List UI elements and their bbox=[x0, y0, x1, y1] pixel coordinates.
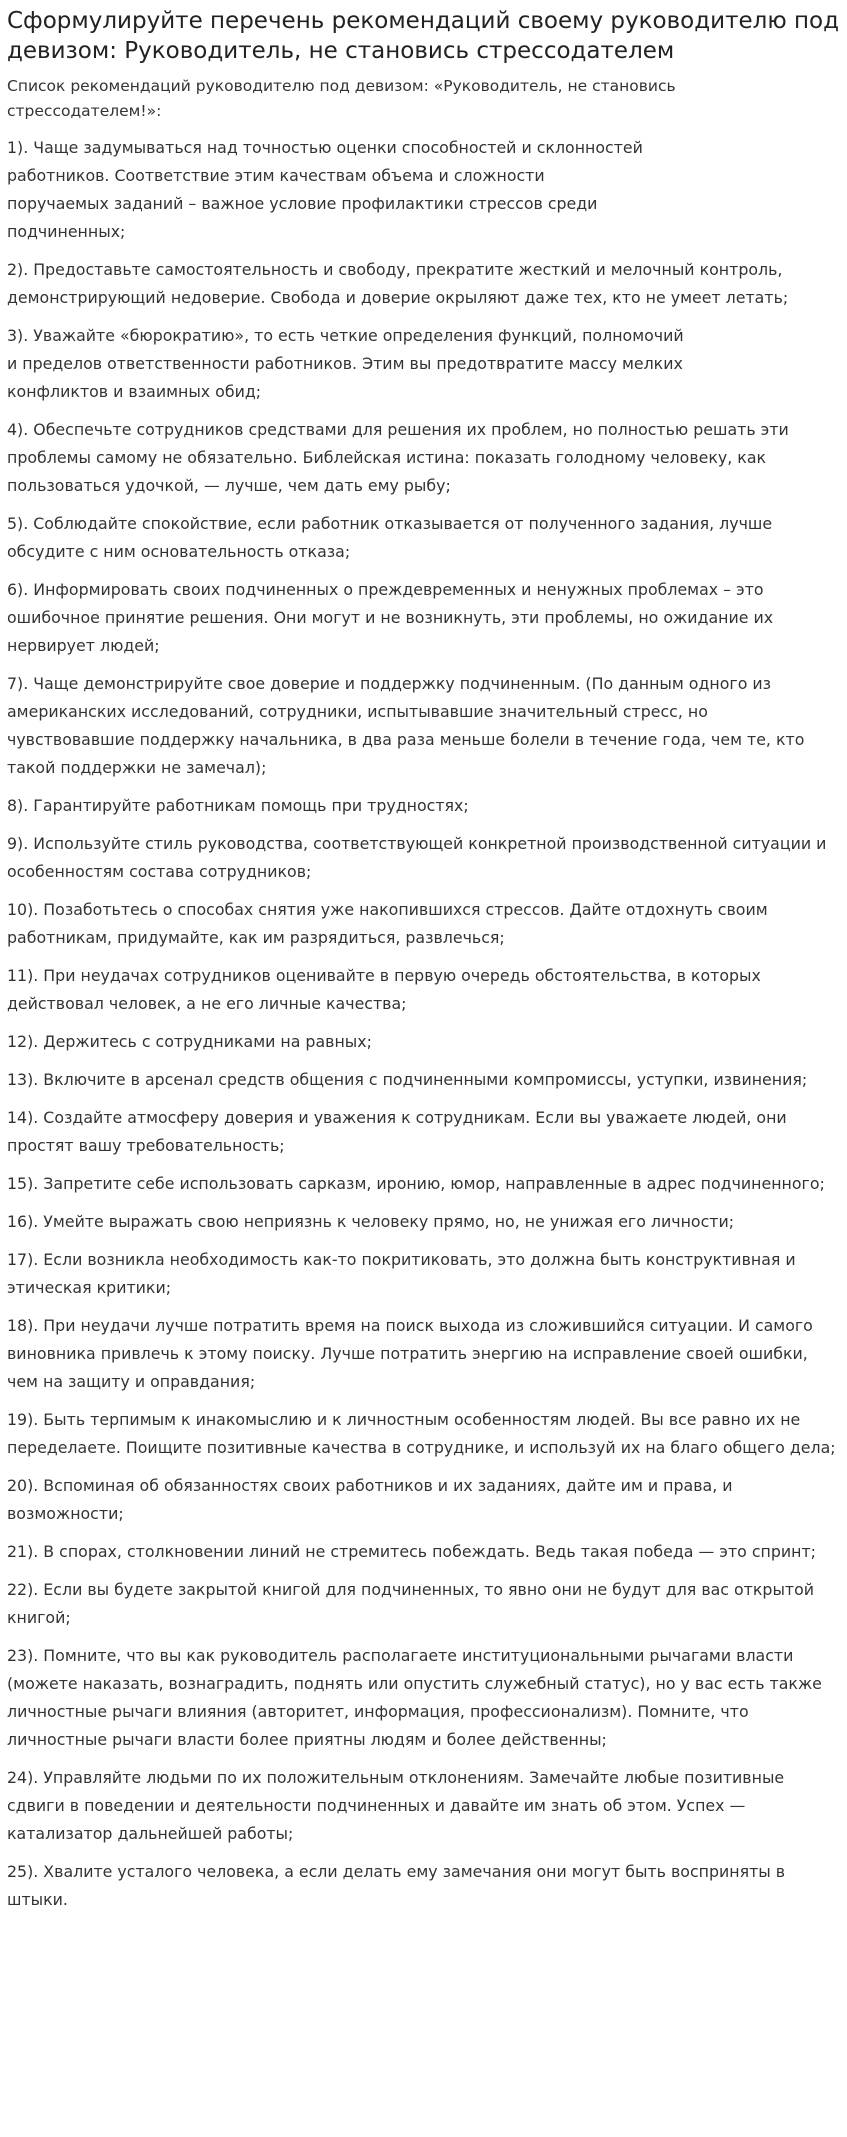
list-item: 7). Чаще демонстрируйте свое доверие и поддержку подчиненным. (По данным одного из американских исследований, сотрудники, испытывавшие значительный стресс, но чувствовавшие поддержку начальника, в два раза меньше болели в течение года, чем те, кто такой поддержки не замечал); bbox=[7, 674, 805, 777]
list-item: 8). Гарантируйте работникам помощь при трудностях; bbox=[7, 796, 469, 815]
list-item: 20). Вспоминая об обязанностях своих работников и их заданиях, дайте им и права, и возможности; bbox=[7, 1476, 733, 1523]
list-item: 3). Уважайте «бюрократию», то есть четкие определения функций, полномочий и пределов ответственности работников. Этим вы предотвратите массу мелких конфликтов и взаимных обид; bbox=[7, 326, 684, 401]
list-item: 19). Быть терпимым к инакомыслию и к личностным особенностям людей. Вы все равно их не переделаете. Поищите позитивные качества в сотруднике, и используй их на благо общего дела; bbox=[7, 1410, 836, 1457]
intro-text: Список рекомендаций руководителю под девизом: «Руководитель, не становись стрессодателем!»: bbox=[7, 77, 676, 120]
list-item: 25). Хвалите усталого человека, а если делать ему замечания они могут быть восприняты в штыки. bbox=[7, 1862, 786, 1909]
list-item: 1). Чаще задумываться над точностью оценки способностей и склонностей работников. Соответствие этим качествам объема и сложности поручаемых заданий – важное условие профилактики стрессов среди подчиненных; bbox=[7, 138, 643, 241]
list-item: 15). Запретите себе использовать сарказм, иронию, юмор, направленные в адрес подчиненного; bbox=[7, 1174, 825, 1193]
list-item: 14). Создайте атмосферу доверия и уважения к сотрудникам. Если вы уважаете людей, они простят вашу требовательность; bbox=[7, 1108, 787, 1155]
list-item: 10). Позаботьтесь о способах снятия уже накопившихся стрессов. Дайте отдохнуть своим работникам, придумайте, как им разрядиться, развлечься; bbox=[7, 900, 768, 947]
recommendation-list bbox=[7, 134, 840, 1914]
list-item: 21). В спорах, столкновении линий не стремитесь побеждать. Ведь такая победа — это спринт; bbox=[7, 1542, 816, 1561]
list-item: 9). Используйте стиль руководства, соответствующей конкретной производственной ситуации и особенностям состава сотрудников; bbox=[7, 834, 827, 881]
list-item: 4). Обеспечьте сотрудников средствами для решения их проблем, но полностью решать эти проблемы самому не обязательно. Библейская истина: показать голодному человеку, как пользоваться удочкой, — лучше, чем дать ему рыбу; bbox=[7, 420, 789, 495]
list-item: 5). Соблюдайте спокойствие, если работник отказывается от полученного задания, лучше обсудите с ним основательность отказа; bbox=[7, 514, 773, 561]
list-item: 2). Предоставьте самостоятельность и свободу, прекратите жесткий и мелочный контроль, демонстрирующий недоверие. Свобода и доверие окрыляют даже тех, кто не умеет летать; bbox=[7, 260, 789, 307]
list-item: 22). Если вы будете закрытой книгой для подчиненных, то явно они не будут для вас открытой книгой; bbox=[7, 1580, 815, 1627]
list-item: 13). Включите в арсенал средств общения с подчиненными компромиссы, уступки, извинения; bbox=[7, 1070, 808, 1089]
list-item: 17). Если возникла необходимость как-то покритиковать, это должна быть конструктивная и этическая критики; bbox=[7, 1250, 796, 1297]
list-item: 11). При неудачах сотрудников оценивайте в первую очередь обстоятельства, в которых действовал человек, а не его личные качества; bbox=[7, 966, 761, 1013]
list-item: 23). Помните, что вы как руководитель располагаете институциональными рычагами власти (можете наказать, вознаградить, поднять или опустить служебный статус), но у вас есть также личностные рычаги влияния (авторитет, информация, профессионализм). Помните, что личностные рычаги власти более приятны людям и более действенны; bbox=[7, 1646, 822, 1749]
list-item: 6). Информировать своих подчиненных о преждевременных и ненужных проблемах – это ошибочное принятие решения. Они могут и не возникнуть, эти проблемы, но ожидание их нервирует людей; bbox=[7, 580, 774, 655]
list-item: 12). Держитесь с сотрудниками на равных; bbox=[7, 1032, 372, 1051]
list-item: 16). Умейте выражать свою неприязнь к человеку прямо, но, не унижая его личности; bbox=[7, 1212, 735, 1231]
list-item: 18). При неудачи лучше потратить время на поиск выхода из сложившийся ситуации. И самого виновника привлечь к этому поиску. Лучше потратить энергию на исправление своей ошибки, чем на защиту и оправдания; bbox=[7, 1316, 813, 1391]
list-item: 24). Управляйте людьми по их положительным отклонениям. Замечайте любые позитивные сдвиги в поведении и деятельности подчиненных и давайте им знать об этом. Успех — катализатор дальнейшей работы; bbox=[7, 1768, 785, 1843]
page-title: Сформулируйте перечень рекомендаций своему руководителю под девизом: Руководитель, не становись стрессодателем bbox=[7, 8, 839, 64]
